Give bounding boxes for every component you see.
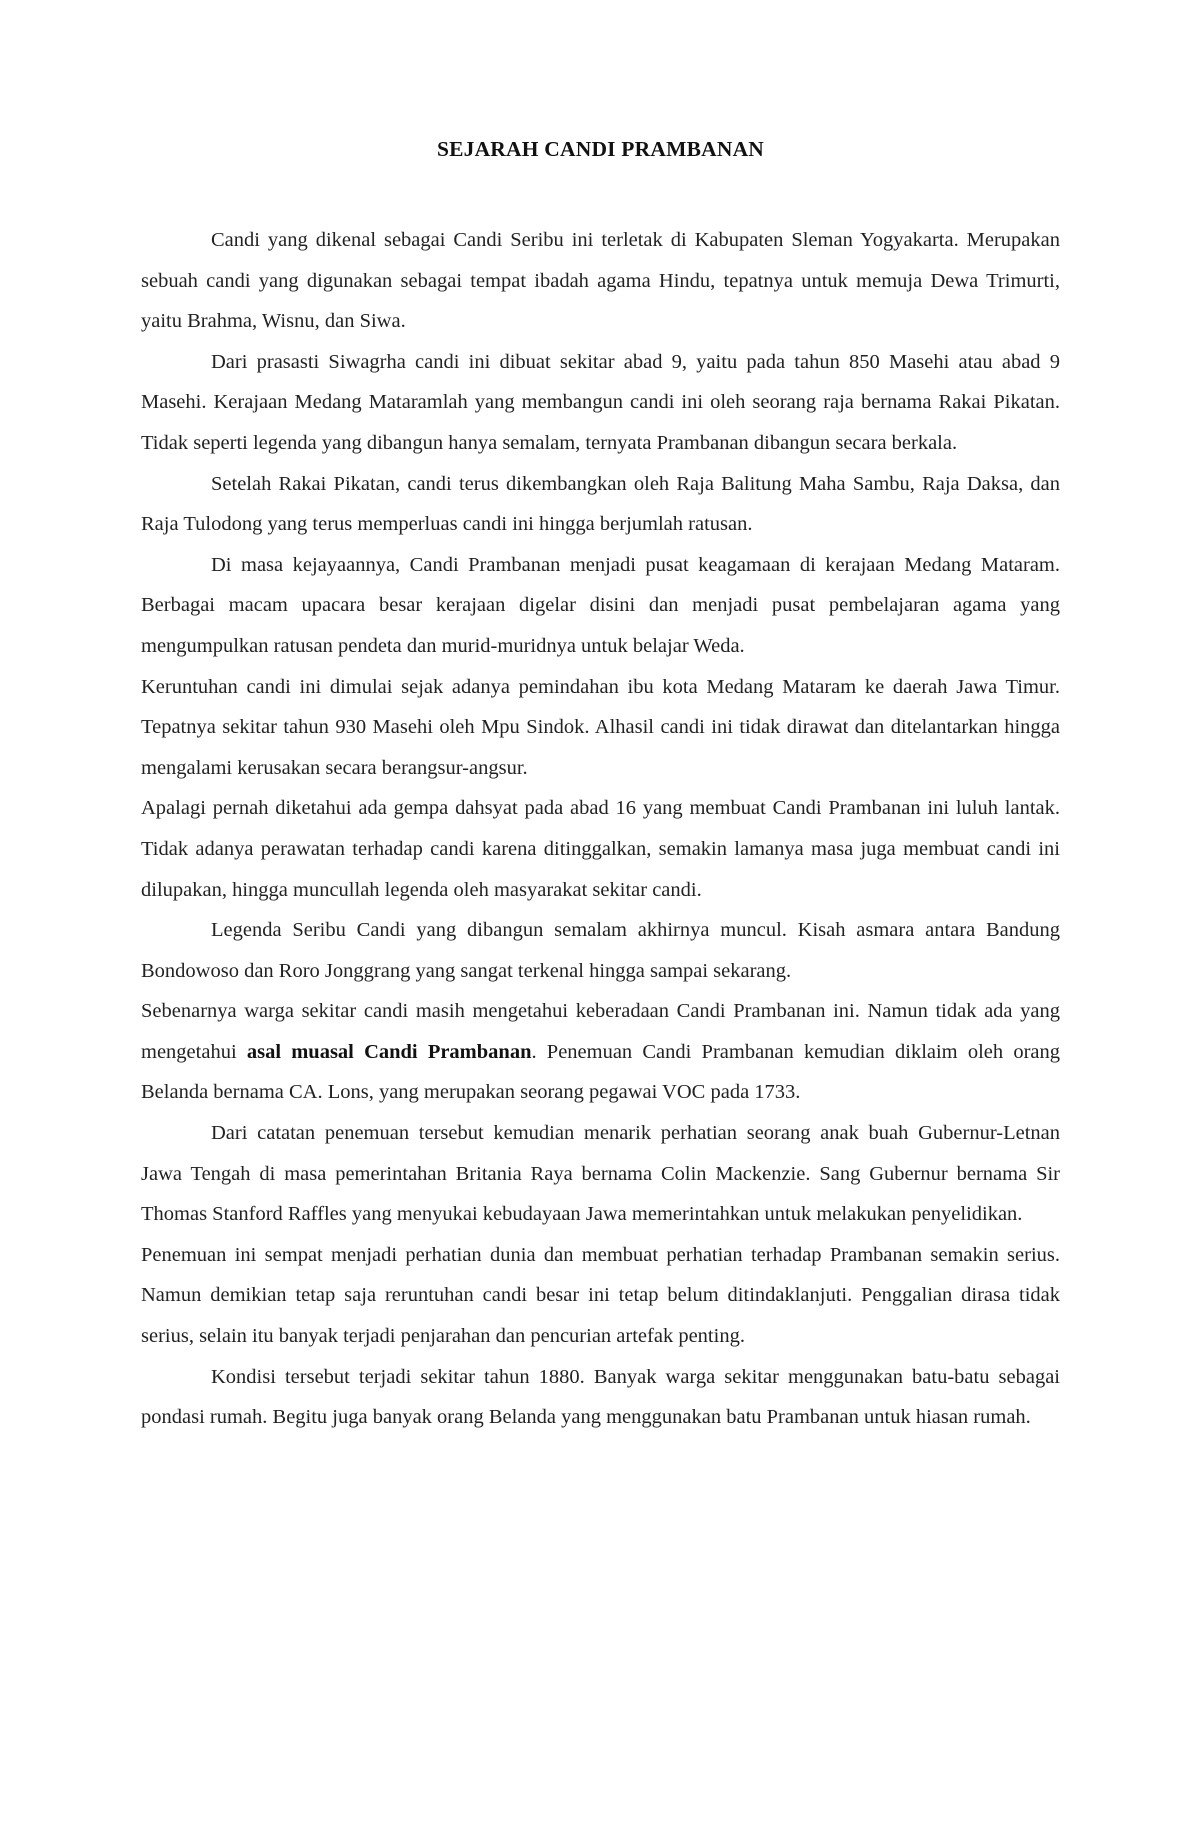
document-title: SEJARAH CANDI PRAMBANAN bbox=[436, 137, 765, 161]
paragraph-origin: Dari prasasti Siwagrha candi ini dibuat sekitar abad 9, yaitu pada tahun 850 Masehi atau abad 9 Masehi. Kerajaan Medang Mataramlah yang membangun candi ini oleh seorang raja bernama Rakai Pikatan. Tidak seperti legenda yang dibangun hanya semalam, ternyata Prambanan dibangun secara berkala. bbox=[141, 350, 1060, 454]
paragraph-expansion: Setelah Rakai Pikatan, candi terus dikembangkan oleh Raja Balitung Maha Sambu, Raja Daksa, dan Raja Tulodong yang terus memperluas candi ini hingga berjumlah ratusan. bbox=[141, 472, 1060, 536]
paragraph-glory: Di masa kejayaannya, Candi Prambanan menjadi pusat keagamaan di kerajaan Medang Mataram. Berbagai macam upacara besar kerajaan digelar disini dan menjadi pusat pembelajaran agama yang mengumpulkan ratusan pendeta dan murid-muridnya untuk belajar Weda. bbox=[141, 553, 1060, 657]
paragraph-legend: Legenda Seribu Candi yang dibangun semalam akhirnya muncul. Kisah asmara antara Bandung Bondowoso dan Roro Jonggrang yang sangat terkenal hingga sampai sekarang. bbox=[141, 919, 1060, 982]
paragraph-attention: Penemuan ini sempat menjadi perhatian dunia dan membuat perhatian terhadap Prambanan semakin serius. Namun demikian tetap saja reruntuhan candi besar ini tetap belum ditindaklanjuti. Penggalian dirasa tidak serius, selain itu banyak terjadi penjarahan dan pencurian artefak penting. bbox=[141, 1243, 1060, 1348]
document-body bbox=[141, 136, 1060, 1438]
paragraph-discovery bbox=[141, 991, 1060, 1113]
paragraph-location: Candi yang dikenal sebagai Candi Seribu ini terletak di Kabupaten Sleman Yogyakarta. Merupakan sebuah candi yang digunakan sebagai tempat ibadah agama Hindu, tepatnya untuk memuja Dewa Trimurti, yaitu Brahma, Wisnu, dan Siwa. bbox=[141, 229, 1060, 333]
paragraph-discovery-text-start: Sebenarnya warga sekitar candi masih mengetahui keberadaan Candi Prambanan ini. Namun tidak ada yang mengetahui bbox=[141, 1000, 1060, 1063]
paragraph-condition: Kondisi tersebut terjadi sekitar tahun 1880. Banyak warga sekitar menggunakan batu-batu sebagai pondasi rumah. Begitu juga banyak orang Belanda yang menggunakan batu Prambanan untuk hiasan rumah. bbox=[141, 1365, 1060, 1429]
paragraph-earthquake: Apalagi pernah diketahui ada gempa dahsyat pada abad 16 yang membuat Candi Prambanan ini luluh lantak. Tidak adanya perawatan terhadap candi karena ditinggalkan, semakin lamanya masa juga membuat candi ini dilupakan, hingga muncullah legenda oleh masyarakat sekitar candi. bbox=[141, 797, 1060, 901]
paragraph-discovery-text-end: . Penemuan Candi Prambanan kemudian diklaim oleh orang Belanda bernama CA. Lons, yang merupakan seorang pegawai VOC pada 1733. bbox=[141, 1040, 1060, 1104]
bold-phrase: asal muasal Candi Prambanan bbox=[246, 1040, 532, 1063]
paragraph-investigation: Dari catatan penemuan tersebut kemudian menarik perhatian seorang anak buah Gubernur-Letnan Jawa Tengah di masa pemerintahan Britania Raya bernama Colin Mackenzie. Sang Gubernur bernama Sir Thomas Stanford Raffles yang menyukai kebudayaan Jawa memerintahkan untuk melakukan penyelidikan. bbox=[141, 1122, 1060, 1226]
paragraph-decline: Keruntuhan candi ini dimulai sejak adanya pemindahan ibu kota Medang Mataram ke daerah Jawa Timur. Tepatnya sekitar tahun 930 Masehi oleh Mpu Sindok. Alhasil candi ini tidak dirawat dan ditelantarkan hingga mengalami kerusakan secara berangsur-angsur. bbox=[141, 675, 1060, 779]
